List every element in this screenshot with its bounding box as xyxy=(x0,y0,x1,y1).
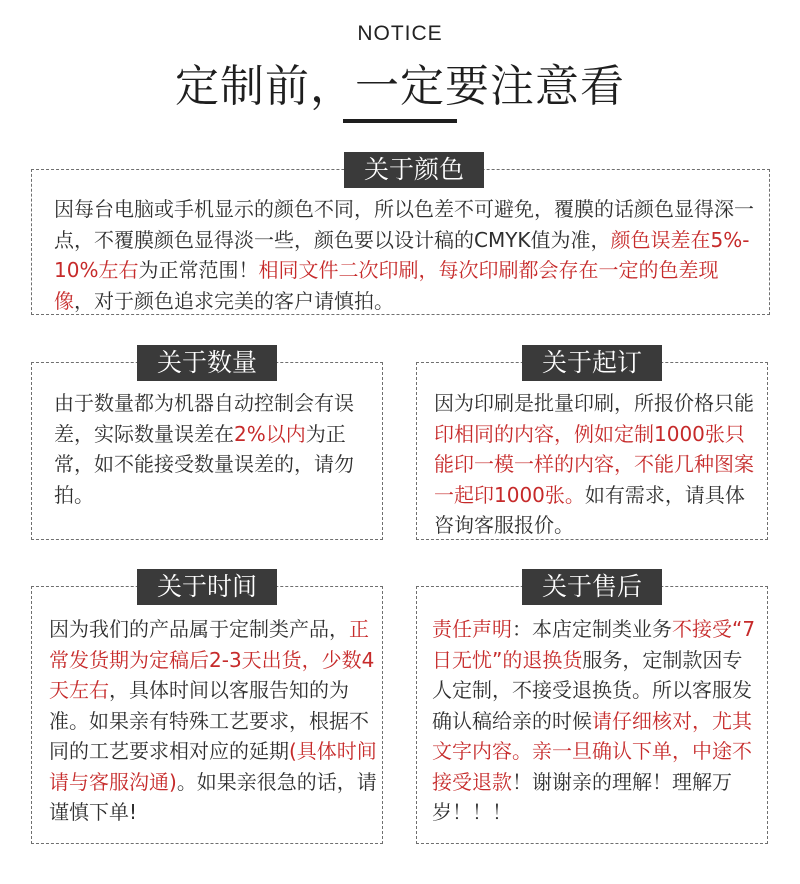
color-section-label: 关于颜色 xyxy=(344,152,484,188)
highlighted-text: 责任声明 xyxy=(432,617,512,641)
highlighted-text: 不接受“7日无忧”的退换货 xyxy=(432,617,756,672)
text-segment: ，具体时间以客服告知的为准。如果亲有特殊工艺要求，根据不同的工艺要求相对应的延期 xyxy=(49,678,369,763)
highlighted-text: 正常发货期为定稿后2-3天出货，少数4天左右 xyxy=(49,617,375,702)
time-section-label: 关于时间 xyxy=(137,569,277,605)
highlighted-text: 请仔细核对，尤其文字内容。亲一旦确认下单，中途不接受退款 xyxy=(432,708,752,794)
aftersale-section-label: 关于售后 xyxy=(522,569,662,605)
title-underline xyxy=(343,119,457,123)
text-segment: 如有需求，请具体咨询客服报价。 xyxy=(434,482,745,537)
text-segment: 为正常，如不能接受数量误差的，请勿拍。 xyxy=(54,421,354,507)
highlighted-text: (具体时间请与客服沟通) xyxy=(49,739,377,794)
aftersale-notice-text xyxy=(432,614,757,828)
page-title: 定制前，一定要注意看 xyxy=(175,61,625,112)
text-segment: 因为印刷是批量印刷，所报价格只能 xyxy=(434,391,754,415)
text-segment: 。如果亲很急的话，请谨慎下单! xyxy=(49,769,377,824)
text-segment: 为正常范围！ xyxy=(138,258,259,282)
moq-notice-text xyxy=(434,388,756,541)
highlighted-text: 颜色误差在5%- 10%左右 xyxy=(54,227,750,282)
text-segment: 因每台电脑或手机显示的颜色不同，所以色差不可避免，覆膜的话颜色显得深一点，不覆膜颜色显得淡一些，颜色要以设计稿的CMYK值为准， xyxy=(54,197,754,252)
text-segment: ，对于颜色追求完美的客户请慎拍。 xyxy=(74,288,394,313)
notice-heading: NOTICE xyxy=(357,22,443,45)
text-segment: 服务，定制款因专人定制，不接受退换货。所以客服发确认稿给亲的时候 xyxy=(432,647,752,733)
highlighted-text: 印相同的内容，例如定制1000张只能印一模一样的内容，不能几种图案一起印1000张。 xyxy=(434,421,754,507)
quantity-section-label: 关于数量 xyxy=(137,345,277,381)
highlighted-text: 相同文件二次印刷，每次印刷都会存在一定的色差现像 xyxy=(54,258,719,313)
time-notice-text xyxy=(49,614,379,828)
text-segment: 由于数量都为机器自动控制会有误差，实际数量误差在 xyxy=(54,391,354,446)
highlighted-text: 2%以内 xyxy=(234,421,306,446)
text-segment: 因为我们的产品属于定制类产品， xyxy=(49,617,349,641)
color-notice-text xyxy=(54,194,756,316)
quantity-notice-text xyxy=(54,388,369,510)
text-segment: ！谢谢亲的理解！理解万岁！！！ xyxy=(432,769,732,824)
moq-section-label: 关于起订 xyxy=(522,345,662,381)
text-segment: ：本店定制类业务 xyxy=(512,617,672,641)
